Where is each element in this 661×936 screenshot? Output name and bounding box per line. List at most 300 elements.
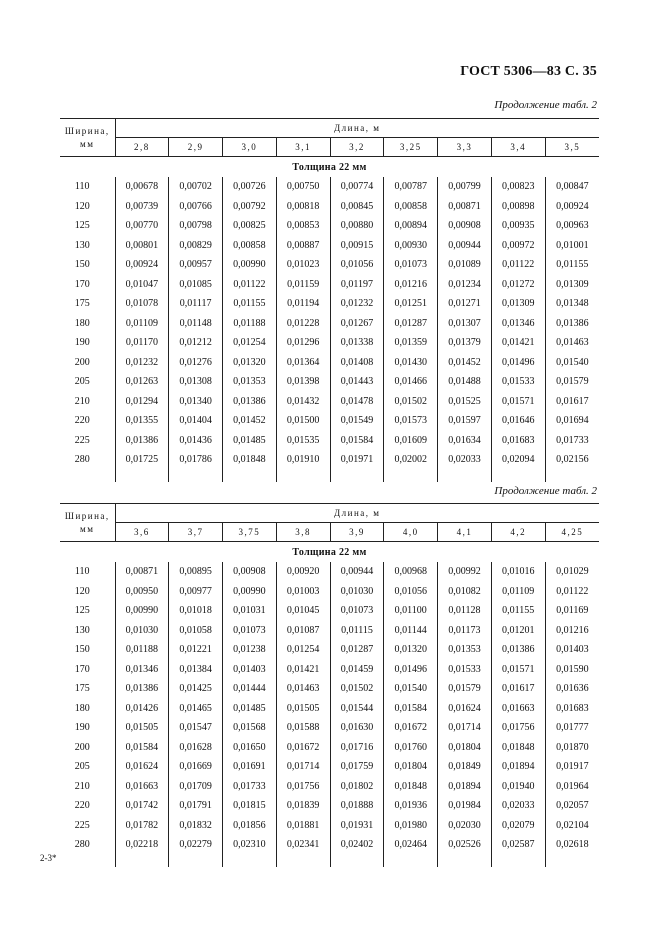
length-column-header: 3,3: [438, 138, 492, 157]
volume-cell: 0,01888: [330, 796, 384, 816]
length-column-header: 3,2: [330, 138, 384, 157]
volume-cell: 0,01725: [115, 450, 169, 470]
table-spacer-cell: [491, 855, 545, 867]
volume-cell: 0,01320: [384, 640, 438, 660]
volume-cell: 0,00739: [115, 197, 169, 217]
volume-cell: 0,01669: [169, 757, 223, 777]
volume-cell: 0,01588: [276, 718, 330, 738]
volume-cell: 0,01459: [330, 660, 384, 680]
volume-cell: 0,01287: [330, 640, 384, 660]
length-column-header: 3,25: [384, 138, 438, 157]
table-row: [60, 679, 599, 699]
volume-cell: 0,01346: [115, 660, 169, 680]
volume-cell: 0,01087: [276, 621, 330, 641]
volume-cell: 0,01425: [169, 679, 223, 699]
volume-cell: 0,01849: [438, 757, 492, 777]
volume-cell: 0,01073: [330, 601, 384, 621]
page-title: ГОСТ 5306—83 С. 35: [460, 64, 597, 79]
volume-cell: 0,01030: [115, 621, 169, 641]
volume-cell: 0,01760: [384, 738, 438, 758]
volume-cell: 0,01756: [276, 777, 330, 797]
volume-cell: 0,01197: [330, 275, 384, 295]
volume-cell: 0,01228: [276, 314, 330, 334]
volume-cell: 0,00792: [223, 197, 277, 217]
volume-cell: 0,01634: [438, 431, 492, 451]
table-spacer-cell: [115, 470, 169, 482]
volume-cell: 0,00950: [115, 582, 169, 602]
volume-cell: 0,01590: [556, 663, 589, 675]
volume-cell: 0,01584: [330, 431, 384, 451]
volume-cell: 0,00990: [223, 582, 277, 602]
volume-cell: 0,01287: [384, 314, 438, 334]
volume-cell: 0,01636: [556, 683, 589, 695]
volume-cell: 0,00924: [115, 255, 169, 275]
volume-cell: 0,01525: [438, 392, 492, 412]
volume-cell: 0,00825: [223, 216, 277, 236]
volume-cell: 0,00770: [115, 216, 169, 236]
volume-cell: 0,00766: [169, 197, 223, 217]
volume-cell: 0,01100: [384, 601, 438, 621]
table-row: [60, 562, 599, 582]
volume-cell: 0,00880: [330, 216, 384, 236]
data-table: [60, 118, 599, 482]
table-spacer-cell: [115, 855, 169, 867]
volume-cell: 0,01045: [276, 601, 330, 621]
volume-cell: 0,01073: [223, 621, 277, 641]
volume-cell: 0,01296: [276, 333, 330, 353]
volume-cell: 0,01466: [384, 372, 438, 392]
volume-cell: 0,01073: [384, 255, 438, 275]
volume-cell: 0,00898: [491, 197, 545, 217]
volume-cell: 0,01122: [223, 275, 277, 295]
volume-cell: 0,00915: [330, 236, 384, 256]
volume-cell: 0,01408: [330, 353, 384, 373]
width-cell: 220: [60, 796, 115, 816]
volume-cell: 0,01254: [276, 640, 330, 660]
volume-cell: 0,01232: [330, 294, 384, 314]
volume-cell: 0,00787: [384, 177, 438, 197]
table-row: [60, 450, 599, 470]
volume-cell: 0,01533: [438, 660, 492, 680]
volume-cell: 0,02094: [491, 450, 545, 470]
volume-cell: 0,01488: [438, 372, 492, 392]
table-row: [60, 796, 599, 816]
volume-cell: 0,00944: [330, 562, 384, 582]
volume-cell: 0,01263: [115, 372, 169, 392]
volume-cell: 0,01940: [491, 777, 545, 797]
volume-cell: 0,00992: [438, 562, 492, 582]
volume-cell: 0,01232: [115, 353, 169, 373]
table-row: [60, 640, 599, 660]
volume-cell: 0,01173: [438, 621, 492, 641]
volume-cell: 0,01001: [556, 239, 589, 251]
volume-cell: 0,01716: [330, 738, 384, 758]
table-row: [60, 275, 599, 295]
volume-cell: 0,01505: [276, 699, 330, 719]
volume-cell: 0,00799: [438, 177, 492, 197]
volume-cell: 0,02002: [384, 450, 438, 470]
table-row: [60, 216, 599, 236]
volume-cell: 0,01444: [223, 679, 277, 699]
volume-cell: 0,01848: [384, 777, 438, 797]
volume-cell: 0,01571: [491, 392, 545, 412]
volume-cell: 0,01683: [491, 431, 545, 451]
volume-cell: 0,01584: [115, 738, 169, 758]
table-spacer-cell: [438, 470, 492, 482]
volume-cell: 0,01609: [384, 431, 438, 451]
volume-cell: 0,01309: [491, 294, 545, 314]
volume-cell: 0,01848: [491, 738, 545, 758]
table-spacer-cell: [169, 470, 223, 482]
width-cell: 210: [60, 392, 115, 412]
volume-cell: 0,01832: [169, 816, 223, 836]
length-column-header: 3,6: [115, 523, 169, 542]
table-row: [60, 777, 599, 797]
volume-cell: 0,01463: [556, 337, 589, 349]
table-row: [60, 333, 599, 353]
volume-cell: 0,02526: [438, 835, 492, 855]
volume-cell: 0,01058: [169, 621, 223, 641]
volume-cell: 0,02341: [276, 835, 330, 855]
length-column-header: 4,1: [438, 523, 492, 542]
volume-cell: 0,01714: [276, 757, 330, 777]
width-cell: 190: [60, 718, 115, 738]
volume-cell: 0,01496: [384, 660, 438, 680]
volume-cell: 0,01272: [491, 275, 545, 295]
volume-cell: 0,01421: [491, 333, 545, 353]
width-cell: 205: [60, 757, 115, 777]
table-row: [60, 757, 599, 777]
volume-cell: 0,01691: [223, 757, 277, 777]
volume-cell: 0,01804: [384, 757, 438, 777]
width-cell: 180: [60, 699, 115, 719]
width-column-header: Ширина, мм: [60, 504, 115, 542]
volume-cell: 0,01089: [438, 255, 492, 275]
volume-cell: 0,01630: [330, 718, 384, 738]
table-row: [60, 431, 599, 451]
volume-cell: 0,02104: [556, 819, 589, 831]
table-spacer-cell: [169, 855, 223, 867]
volume-cell: 0,00908: [223, 562, 277, 582]
volume-cell: 0,01403: [556, 644, 589, 656]
thickness-section-header: Толщина 22 мм: [292, 161, 367, 173]
volume-cell: 0,00871: [438, 197, 492, 217]
volume-cell: 0,01216: [384, 275, 438, 295]
volume-cell: 0,00963: [556, 220, 589, 232]
volume-cell: 0,00944: [438, 236, 492, 256]
volume-cell: 0,01379: [438, 333, 492, 353]
volume-cell: 0,01984: [438, 796, 492, 816]
volume-cell: 0,01117: [169, 294, 223, 314]
volume-cell: 0,01485: [223, 699, 277, 719]
volume-cell: 0,01478: [330, 392, 384, 412]
volume-cell: 0,01870: [556, 741, 589, 753]
volume-cell: 0,01856: [223, 816, 277, 836]
volume-cell: 0,01672: [384, 718, 438, 738]
volume-cell: 0,01188: [115, 640, 169, 660]
volume-cell: 0,01839: [276, 796, 330, 816]
table-spacer-cell: [330, 470, 384, 482]
volume-cell: 0,01047: [115, 275, 169, 295]
volume-cell: 0,01881: [276, 816, 330, 836]
volume-cell: 0,01421: [276, 660, 330, 680]
volume-cell: 0,01355: [115, 411, 169, 431]
volume-cell: 0,01624: [115, 757, 169, 777]
volume-cell: 0,01169: [556, 605, 589, 617]
volume-cell: 0,01683: [556, 702, 589, 714]
volume-cell: 0,02057: [556, 800, 589, 812]
volume-cell: 0,00924: [556, 200, 589, 212]
thickness-section-header: Толщина 22 мм: [292, 546, 367, 558]
volume-cell: 0,01802: [330, 777, 384, 797]
volume-cell: 0,01320: [223, 353, 277, 373]
volume-cell: 0,01251: [384, 294, 438, 314]
width-cell: 170: [60, 275, 115, 295]
table-spacer-cell: [276, 855, 330, 867]
volume-cell: 0,02218: [115, 835, 169, 855]
volume-cell: 0,01910: [276, 450, 330, 470]
volume-cell: 0,01777: [556, 722, 589, 734]
volume-cell: 0,01505: [115, 718, 169, 738]
length-column-header: 3,75: [223, 523, 277, 542]
volume-cell: 0,02310: [223, 835, 277, 855]
volume-cell: 0,01646: [491, 411, 545, 431]
page-footer-mark: 2-3*: [40, 853, 57, 863]
volume-cell: 0,01109: [491, 582, 545, 602]
width-cell: 180: [60, 314, 115, 334]
volume-cell: 0,01155: [223, 294, 277, 314]
volume-cell: 0,00823: [491, 177, 545, 197]
volume-cell: 0,01404: [169, 411, 223, 431]
volume-cell: 0,01122: [491, 255, 545, 275]
table-continuation-label: Продолжение табл. 2: [494, 99, 597, 111]
volume-cell: 0,01485: [223, 431, 277, 451]
width-cell: 200: [60, 353, 115, 373]
volume-cell: 0,01364: [276, 353, 330, 373]
table-spacer-cell: [276, 470, 330, 482]
volume-cell: 0,01056: [330, 255, 384, 275]
volume-cell: 0,01309: [556, 278, 589, 290]
table-row: [60, 314, 599, 334]
volume-cell: 0,01029: [556, 566, 589, 578]
volume-cell: 0,02033: [438, 450, 492, 470]
table-row: [60, 601, 599, 621]
width-cell: 125: [60, 216, 115, 236]
volume-cell: 0,00829: [169, 236, 223, 256]
volume-cell: 0,01271: [438, 294, 492, 314]
length-column-group-header: Длина, м: [115, 504, 599, 523]
volume-cell: 0,02464: [384, 835, 438, 855]
table-spacer-cell: [223, 855, 277, 867]
length-column-header: 2,8: [115, 138, 169, 157]
table-row: [60, 411, 599, 431]
volume-cell: 0,01931: [330, 816, 384, 836]
volume-cell: 0,00871: [115, 562, 169, 582]
volume-cell: 0,01267: [330, 314, 384, 334]
width-cell: 280: [60, 450, 115, 470]
length-column-header: 3,0: [223, 138, 277, 157]
width-cell: 220: [60, 411, 115, 431]
volume-cell: 0,01584: [384, 699, 438, 719]
length-column-header: 3,4: [491, 138, 545, 157]
volume-cell: 0,00930: [384, 236, 438, 256]
volume-cell: 0,00957: [169, 255, 223, 275]
table-row: [60, 699, 599, 719]
length-column-header: 4,0: [384, 523, 438, 542]
volume-cell: 0,02618: [556, 839, 589, 851]
volume-cell: 0,00887: [276, 236, 330, 256]
volume-cell: 0,00920: [276, 562, 330, 582]
volume-cell: 0,01353: [438, 640, 492, 660]
length-column-header: 4,2: [491, 523, 545, 542]
width-cell: 170: [60, 660, 115, 680]
volume-cell: 0,01003: [276, 582, 330, 602]
volume-cell: 0,01971: [330, 450, 384, 470]
volume-cell: 0,01980: [384, 816, 438, 836]
length-column-header: 2,9: [169, 138, 223, 157]
volume-cell: 0,01346: [491, 314, 545, 334]
volume-cell: 0,01756: [491, 718, 545, 738]
volume-cell: 0,01791: [169, 796, 223, 816]
volume-cell: 0,01216: [556, 624, 589, 636]
volume-cell: 0,01463: [276, 679, 330, 699]
table-row: [60, 236, 599, 256]
volume-cell: 0,01155: [491, 601, 545, 621]
volume-cell: 0,01568: [223, 718, 277, 738]
volume-cell: 0,01386: [115, 431, 169, 451]
width-cell: 225: [60, 816, 115, 836]
volume-cell: 0,02402: [330, 835, 384, 855]
table-spacer-cell: [384, 470, 438, 482]
volume-cell: 0,01547: [169, 718, 223, 738]
volume-cell: 0,00853: [276, 216, 330, 236]
volume-cell: 0,01579: [438, 679, 492, 699]
table-row: [60, 621, 599, 641]
table-row: [60, 255, 599, 275]
volume-cell: 0,01221: [169, 640, 223, 660]
volume-cell: 0,00858: [384, 197, 438, 217]
volume-cell: 0,01894: [438, 777, 492, 797]
length-column-header: 3,9: [330, 523, 384, 542]
table-row: [60, 392, 599, 412]
width-cell: 175: [60, 679, 115, 699]
width-cell: 225: [60, 431, 115, 451]
volume-cell: 0,01148: [169, 314, 223, 334]
volume-cell: 0,00895: [169, 562, 223, 582]
width-cell: 130: [60, 621, 115, 641]
volume-cell: 0,01533: [491, 372, 545, 392]
volume-cell: 0,01338: [330, 333, 384, 353]
table-spacer-cell: [438, 855, 492, 867]
volume-cell: 0,01672: [276, 738, 330, 758]
table-row: [60, 197, 599, 217]
volume-cell: 0,01544: [330, 699, 384, 719]
length-column-header: 3,1: [276, 138, 330, 157]
volume-cell: 0,01201: [491, 621, 545, 641]
volume-cell: 0,01016: [491, 562, 545, 582]
volume-cell: 0,01308: [169, 372, 223, 392]
table-row: [60, 353, 599, 373]
volume-cell: 0,01159: [276, 275, 330, 295]
volume-cell: 0,01573: [384, 411, 438, 431]
volume-cell: 0,01502: [330, 679, 384, 699]
volume-cell: 0,01452: [438, 353, 492, 373]
data-table: [60, 503, 599, 867]
table-spacer-cell: [491, 470, 545, 482]
table-continuation-label: Продолжение табл. 2: [494, 485, 597, 497]
width-cell: 190: [60, 333, 115, 353]
volume-cell: 0,00990: [223, 255, 277, 275]
volume-cell: 0,01234: [438, 275, 492, 295]
volume-cell: 0,02033: [491, 796, 545, 816]
volume-cell: 0,01782: [115, 816, 169, 836]
volume-cell: 0,01115: [330, 621, 384, 641]
length-column-header: 3,5: [545, 138, 599, 157]
width-column-header: Ширина, мм: [60, 119, 115, 157]
volume-cell: 0,00726: [223, 177, 277, 197]
length-column-group-header: Длина, м: [115, 119, 599, 138]
volume-cell: 0,01030: [330, 582, 384, 602]
volume-cell: 0,02079: [491, 816, 545, 836]
table-spacer-cell: [223, 470, 277, 482]
volume-cell: 0,01733: [556, 434, 589, 446]
volume-cell: 0,01436: [169, 431, 223, 451]
volume-cell: 0,01170: [115, 333, 169, 353]
volume-cell: 0,01500: [276, 411, 330, 431]
volume-cell: 0,01579: [556, 376, 589, 388]
table-row: [60, 582, 599, 602]
volume-cell: 0,01432: [276, 392, 330, 412]
volume-cell: 0,00935: [491, 216, 545, 236]
volume-cell: 0,01254: [223, 333, 277, 353]
volume-cell: 0,01628: [169, 738, 223, 758]
volume-cell: 0,01359: [384, 333, 438, 353]
volume-cell: 0,00678: [115, 177, 169, 197]
table-spacer-cell: [545, 470, 599, 482]
volume-cell: 0,01212: [169, 333, 223, 353]
table-row: [60, 372, 599, 392]
volume-cell: 0,01597: [438, 411, 492, 431]
table-row: [60, 738, 599, 758]
width-cell: 130: [60, 236, 115, 256]
width-cell: 280: [60, 835, 115, 855]
volume-cell: 0,01398: [276, 372, 330, 392]
width-cell: 175: [60, 294, 115, 314]
width-cell: 150: [60, 255, 115, 275]
volume-cell: 0,01964: [556, 780, 589, 792]
volume-cell: 0,01294: [115, 392, 169, 412]
width-cell: 210: [60, 777, 115, 797]
volume-cell: 0,01353: [223, 372, 277, 392]
volume-cell: 0,01155: [556, 259, 589, 271]
width-cell: 120: [60, 582, 115, 602]
volume-cell: 0,01018: [169, 601, 223, 621]
volume-cell: 0,00798: [169, 216, 223, 236]
volume-cell: 0,01443: [330, 372, 384, 392]
volume-cell: 0,01144: [384, 621, 438, 641]
volume-cell: 0,01238: [223, 640, 277, 660]
volume-cell: 0,00977: [169, 582, 223, 602]
volume-cell: 0,01848: [223, 450, 277, 470]
volume-cell: 0,01624: [438, 699, 492, 719]
volume-cell: 0,01571: [491, 660, 545, 680]
table-row: [60, 835, 599, 855]
volume-cell: 0,01786: [169, 450, 223, 470]
width-cell: 110: [60, 562, 115, 582]
volume-cell: 0,01733: [223, 777, 277, 797]
volume-cell: 0,01714: [438, 718, 492, 738]
length-column-header: 3,8: [276, 523, 330, 542]
